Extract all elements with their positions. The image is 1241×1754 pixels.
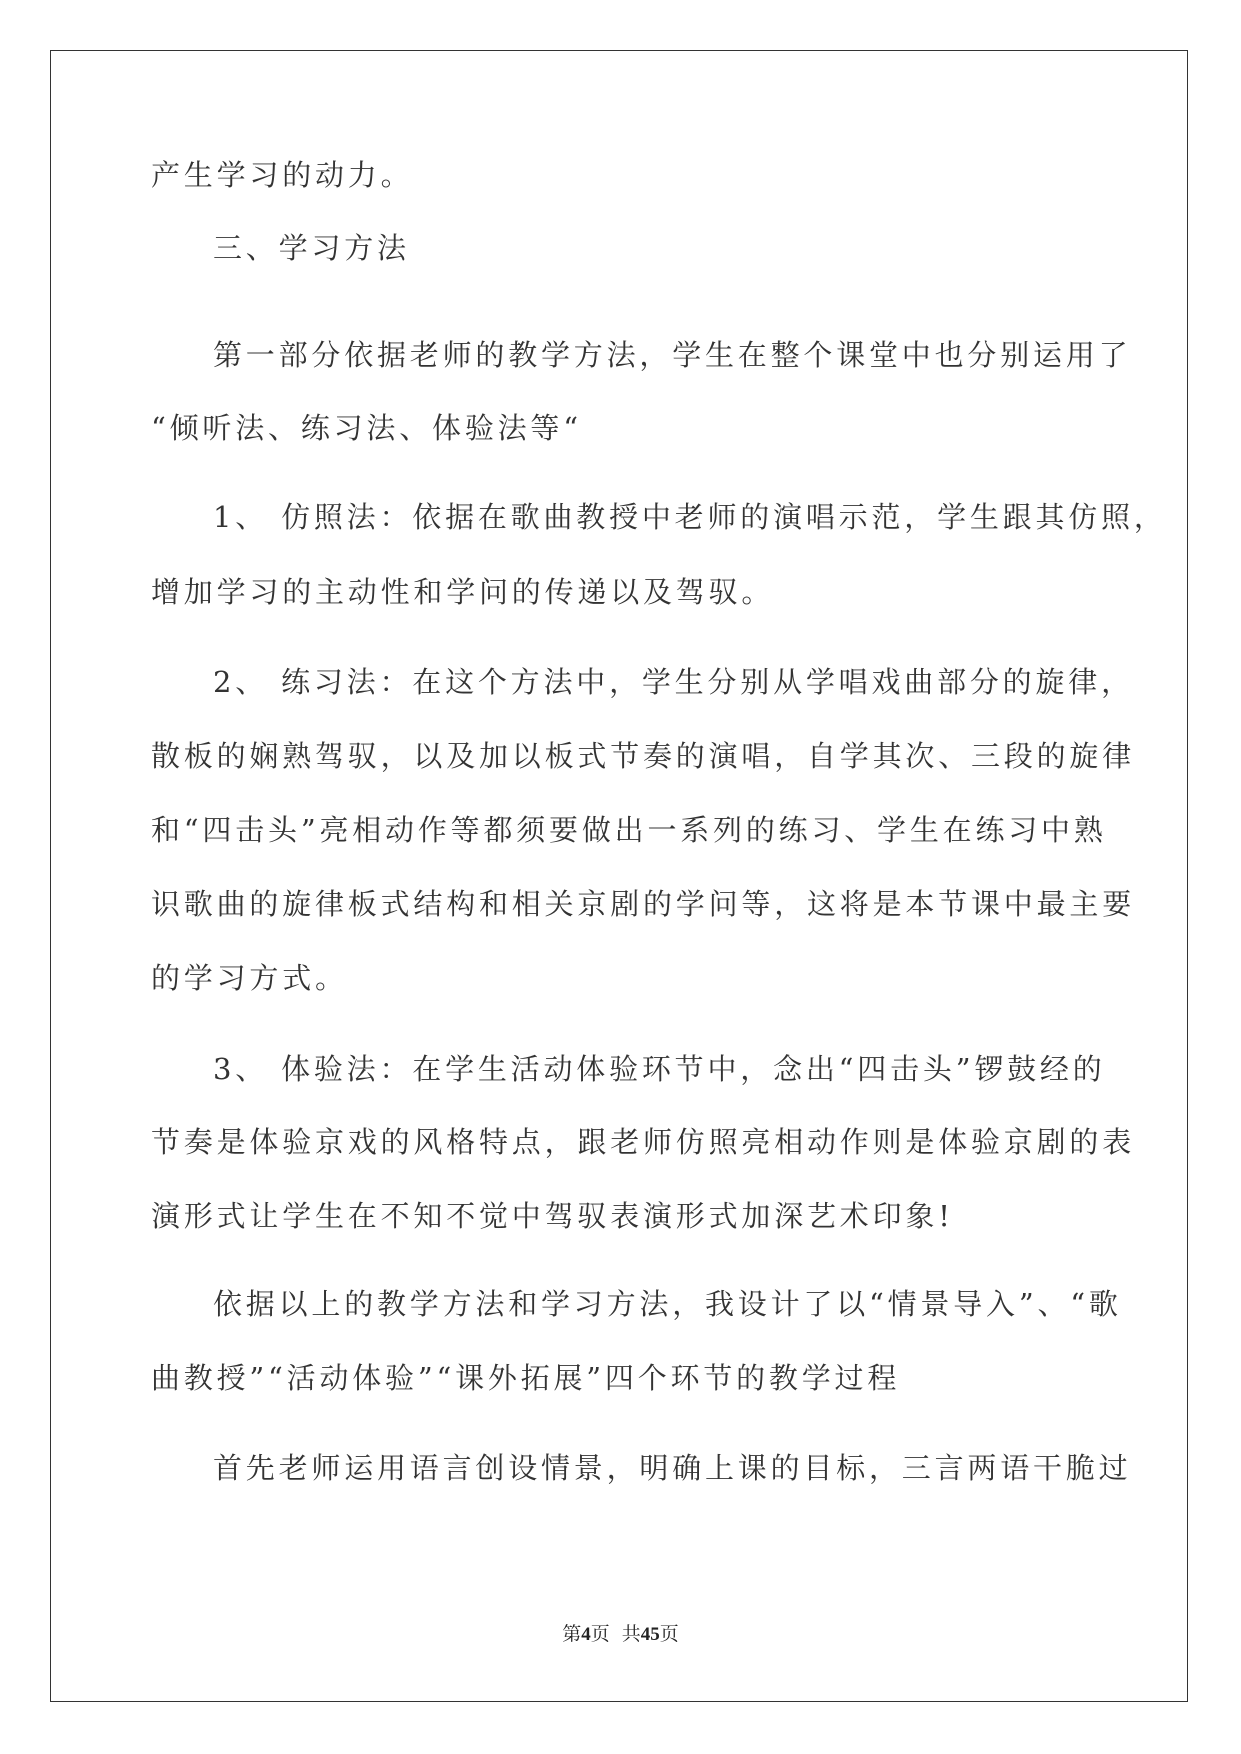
text-line: 识歌曲的旋律板式结构和相关京剧的学问等，这将是本节课中最主要 (151, 887, 1136, 921)
page-footer (0, 1622, 1241, 1647)
text-line: 产生学习的动力。 (151, 158, 414, 192)
total-page-count: 45 (640, 1624, 660, 1645)
text-line: 2、 练习法：在这个方法中，学生分别从学唱戏曲部分的旋律， (213, 665, 1134, 699)
current-page-number: 4 (581, 1624, 591, 1645)
text-line: 依据以上的教学方法和学习方法，我设计了以“情景导入”、“歌 (213, 1287, 1122, 1321)
footer-middle: 页 共 (590, 1623, 641, 1645)
text-line: 的学习方式。 (151, 961, 348, 995)
text-line: 增加学习的主动性和学问的传递以及驾驭。 (151, 575, 775, 609)
footer-prefix: 第 (562, 1623, 582, 1645)
text-line: 3、 体验法：在学生活动体验环节中，念出“四击头”锣鼓经的 (213, 1052, 1106, 1086)
section-heading: 三、学习方法 (213, 231, 410, 265)
text-line: 和“四击头”亮相动作等都须要做出一系列的练习、学生在练习中熟 (151, 813, 1107, 847)
text-line: “倾听法、练习法、体验法等“ (151, 411, 582, 445)
text-line: 演形式让学生在不知不觉中驾驭表演形式加深艺术印象! (151, 1199, 954, 1233)
text-line: 首先老师运用语言创设情景，明确上课的目标，三言两语干脆过 (213, 1451, 1132, 1485)
text-line: 曲教授”“活动体验”“课外拓展”四个环节的教学过程 (151, 1361, 901, 1395)
text-line: 第一部分依据老师的教学方法，学生在整个课堂中也分别运用了 (213, 338, 1132, 372)
text-line: 散板的娴熟驾驭，以及加以板式节奏的演唱，自学其次、三段的旋律 (151, 739, 1136, 773)
footer-suffix: 页 (659, 1623, 679, 1645)
text-line: 节奏是体验京戏的风格特点，跟老师仿照亮相动作则是体验京剧的表 (151, 1125, 1136, 1159)
text-line: 1、 仿照法：依据在歌曲教授中老师的演唱示范，学生跟其仿照， (213, 500, 1167, 534)
